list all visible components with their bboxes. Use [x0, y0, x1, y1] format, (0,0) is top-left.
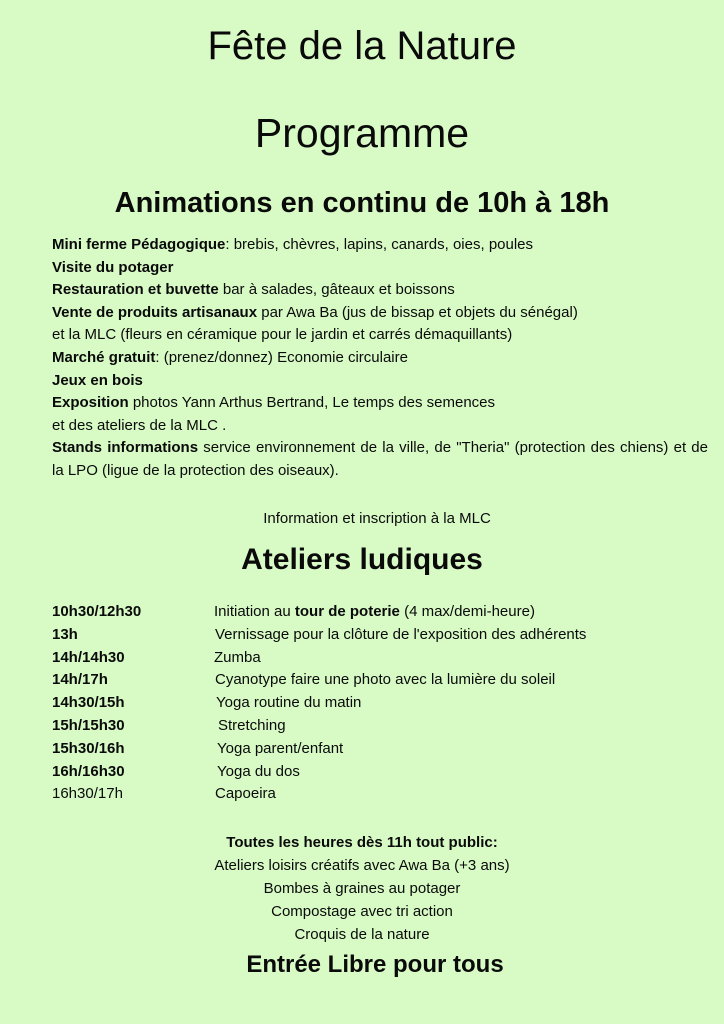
- footer-text: Entrée Libre pour tous: [246, 951, 504, 978]
- animation-item-text: : (prenez/donnez) Economie circulaire: [155, 348, 408, 366]
- schedule-row: [52, 601, 712, 624]
- hourly-section: [0, 831, 724, 946]
- animation-item-bold: Vente de produits artisanaux: [52, 303, 258, 321]
- schedule-row: [52, 761, 712, 784]
- schedule-row: [52, 738, 712, 761]
- schedule-activity: Capoeira: [215, 785, 276, 803]
- hourly-item: Compostage avec tri action: [271, 903, 453, 920]
- animation-item-text: et des ateliers de la MLC .: [52, 416, 227, 434]
- animation-item-bold: Mini ferme Pédagogique: [52, 236, 226, 253]
- animation-item: [52, 279, 708, 302]
- animation-item-text: : brebis, chèvres, lapins, canards, oies, poules: [225, 236, 534, 253]
- schedule-activity: Yoga parent/enfant: [217, 739, 344, 757]
- animation-item-bold: Exposition: [52, 394, 129, 412]
- schedule-activity: Zumba: [214, 648, 261, 666]
- animation-item: [52, 302, 708, 325]
- animation-item: [52, 324, 708, 347]
- schedule-time: 14h/14h30: [52, 648, 125, 666]
- schedule-time: 16h30/17h: [52, 785, 123, 803]
- schedule-activity: Cyanotype faire une photo avec la lumière du soleil: [215, 671, 556, 689]
- schedule-activity: Yoga du dos: [217, 762, 300, 780]
- poster-title: Fête de la Nature: [207, 24, 517, 68]
- hourly-item: Ateliers loisirs créatifs avec Awa Ba (+3 ans): [214, 857, 510, 874]
- schedule-time: 16h/16h30: [52, 762, 125, 780]
- schedule-row: [52, 715, 712, 738]
- schedule-row: [52, 669, 712, 692]
- animation-item: [52, 257, 708, 280]
- hourly-item: Croquis de la nature: [294, 926, 430, 943]
- animation-item-text: bar à salades, gâteaux et boissons: [218, 281, 455, 299]
- schedule-row: [52, 647, 712, 670]
- animation-item-bold: Stands informations: [52, 439, 199, 457]
- schedule-time: 13h: [52, 625, 78, 643]
- ateliers-heading: Ateliers ludiques: [241, 543, 483, 576]
- schedule-time: 10h30/12h30: [52, 603, 142, 620]
- animation-item: [52, 347, 708, 370]
- animation-item: [52, 370, 708, 393]
- animation-item-bold: Marché gratuit: [52, 348, 156, 366]
- schedule-time: 14h30/15h: [52, 694, 125, 712]
- animation-item: [52, 415, 708, 438]
- animations-list: [52, 234, 708, 483]
- animation-item-text: photos Yann Arthus Bertrand, Le temps des semences: [128, 394, 495, 412]
- animation-item: [52, 234, 708, 257]
- schedule-row: [52, 624, 712, 647]
- schedule-time: 15h/15h30: [52, 716, 125, 734]
- animation-item-bold: Visite du potager: [52, 258, 174, 276]
- schedule-row: [52, 692, 712, 715]
- animation-item: [52, 392, 708, 415]
- animation-item-bold: Jeux en bois: [52, 371, 143, 389]
- ateliers-schedule: [52, 601, 712, 806]
- schedule-time: 15h30/16h: [52, 739, 125, 757]
- schedule-activity: Vernissage pour la clôture de l'exposition des adhérents: [215, 625, 587, 643]
- schedule-time: 14h/17h: [52, 671, 108, 689]
- schedule-activity: Yoga routine du matin: [216, 694, 362, 712]
- hourly-heading: Toutes les heures dès 11h tout public:: [226, 834, 498, 851]
- animation-item-text: et la MLC (fleurs en céramique pour le jardin et carrés démaquillants): [52, 326, 513, 344]
- animation-item-text: par Awa Ba (jus de bissap et objets du sénégal): [257, 303, 578, 321]
- animation-item-text: service environnement de la ville, de "Theria" (protection des chiens) et de la LPO (ligue de la protection des oiseaux).: [52, 439, 708, 479]
- schedule-row: [52, 783, 712, 806]
- animations-heading: Animations en continu de 10h à 18h: [114, 187, 610, 219]
- hourly-item: Bombes à graines au potager: [263, 880, 461, 897]
- info-line: Information et inscription à la MLC: [263, 510, 491, 527]
- schedule-activity: Initiation au tour de poterie (4 max/demi-heure): [214, 603, 535, 620]
- schedule-activity: Stretching: [218, 716, 286, 734]
- animation-item: [52, 437, 708, 482]
- poster-subtitle: Programme: [254, 110, 470, 156]
- animation-item-bold: Restauration et buvette: [52, 281, 219, 299]
